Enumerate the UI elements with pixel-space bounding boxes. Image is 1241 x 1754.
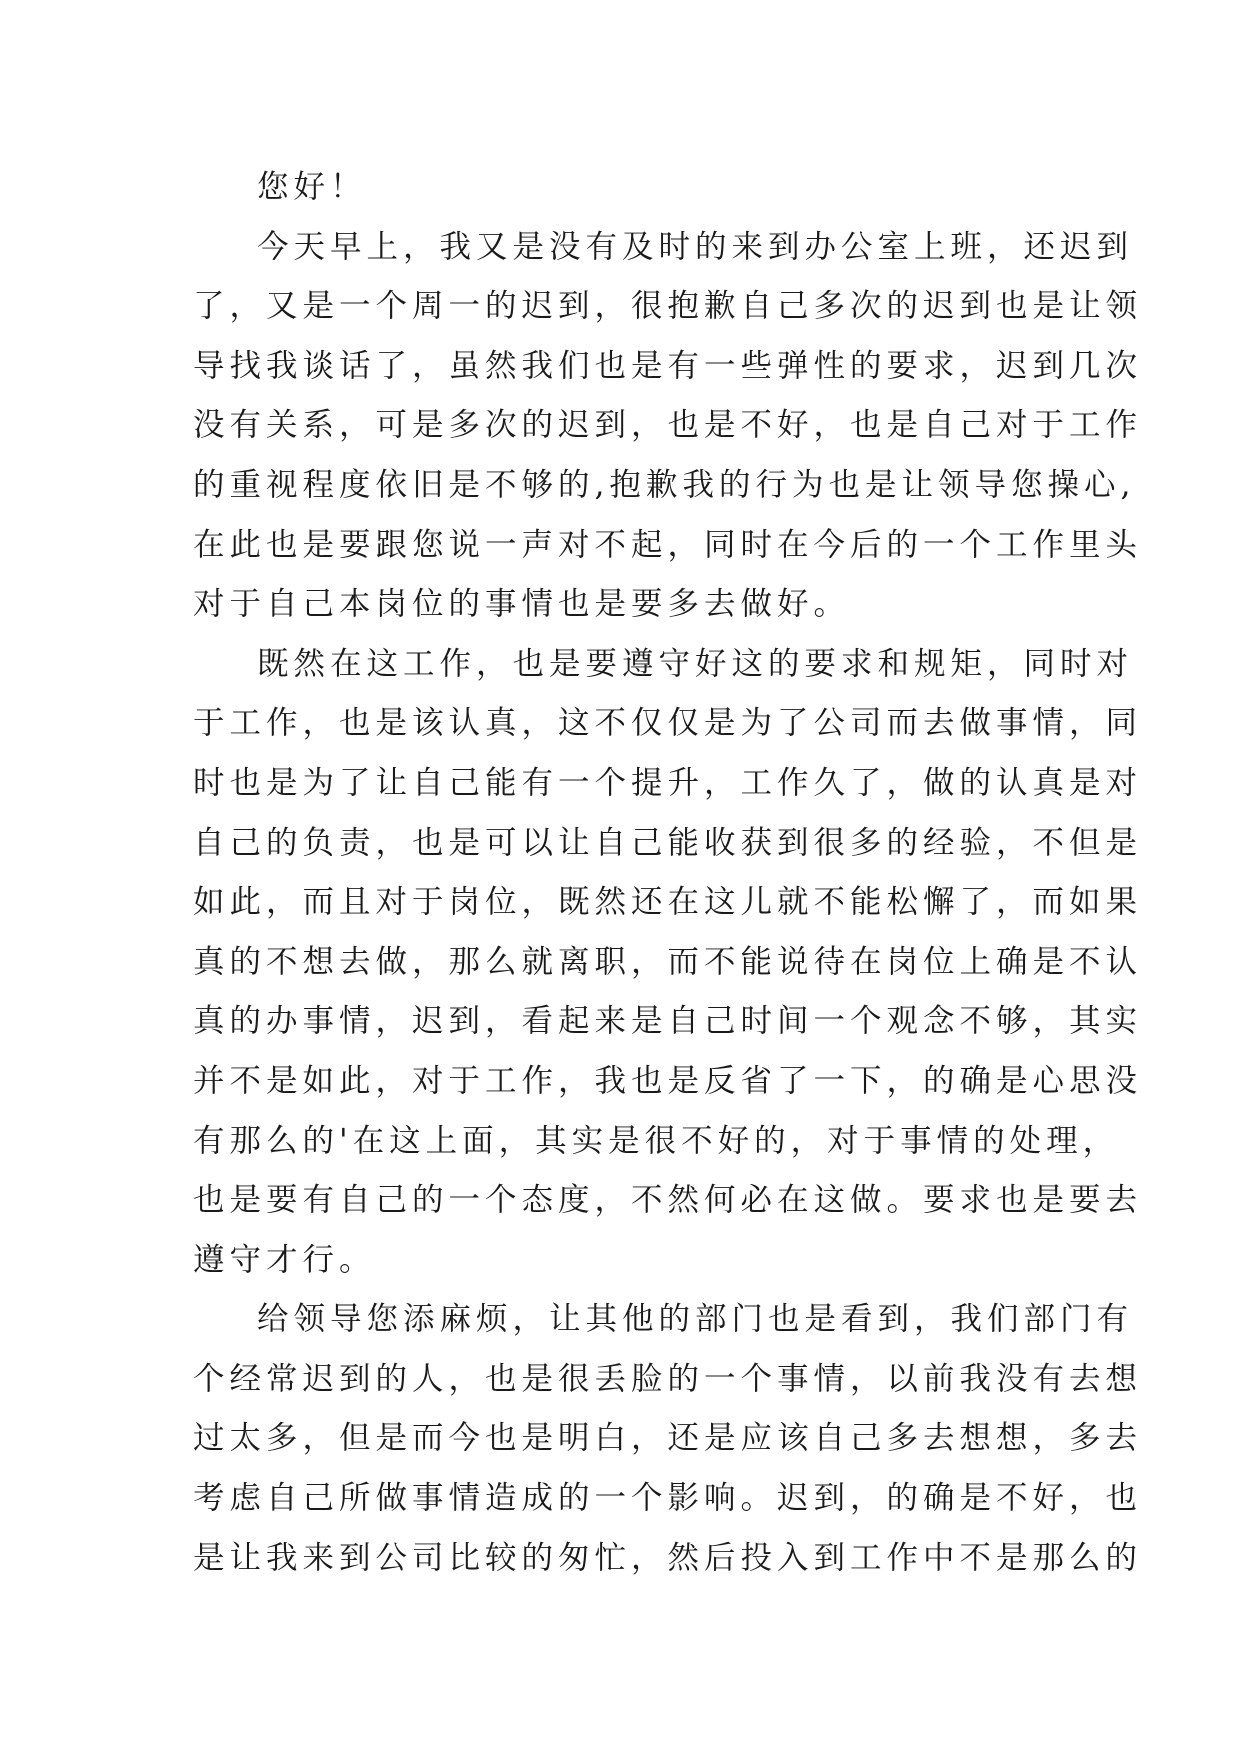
text-line: 遵守才行。 — [193, 1241, 376, 1278]
text-line: 今天早上，我又是没有及时的来到办公室上班，还迟到 — [257, 228, 1134, 265]
text-line: 的重视程度依旧是不够的,抱歉我的行为也是让领导您操心, — [193, 466, 1136, 503]
text-line: 于工作，也是该认真，这不仅仅是为了公司而去做事情，同 — [193, 705, 1143, 742]
text-line: 了，又是一个周一的迟到，很抱歉自己多次的迟到也是让领 — [193, 288, 1143, 325]
text-line: 导找我谈话了，虽然我们也是有一些弹性的要求，迟到几次 — [193, 347, 1143, 384]
text-line: 在此也是要跟您说一声对不起，同时在今后的一个工作里头 — [193, 526, 1143, 563]
text-line: 时也是为了让自己能有一个提升，工作久了，做的认真是对 — [193, 764, 1143, 801]
text-line: 自己的负责，也是可以让自己能收获到很多的经验，不但是 — [193, 824, 1143, 861]
text-line: 是让我来到公司比较的匆忙，然后投入到工作中不是那么的 — [193, 1539, 1143, 1576]
text-line: 没有关系，可是多次的迟到，也是不好，也是自己对于工作 — [193, 407, 1143, 444]
text-line: 如此，而且对于岗位，既然还在这儿就不能松懈了，而如果 — [193, 884, 1143, 921]
text-line: 也是要有自己的一个态度，不然何必在这做。要求也是要去 — [193, 1182, 1143, 1219]
text-line: 既然在这工作，也是要遵守好这的要求和规矩，同时对 — [257, 645, 1134, 682]
text-line: 过太多，但是而今也是明白，还是应该自己多去想想，多去 — [193, 1420, 1143, 1457]
text-line: 真的不想去做，那么就离职，而不能说待在岗位上确是不认 — [193, 943, 1143, 980]
text-line: 给领导您添麻烦，让其他的部门也是看到，我们部门有 — [257, 1301, 1134, 1338]
document-body — [193, 158, 1143, 1588]
text-line: 考虑自己所做事情造成的一个影响。迟到，的确是不好，也 — [193, 1480, 1143, 1517]
text-line: 真的办事情，迟到，看起来是自己时间一个观念不够，其实 — [193, 1003, 1143, 1040]
text-line: 并不是如此，对于工作，我也是反省了一下，的确是心思没 — [193, 1062, 1143, 1099]
text-line: 有那么的'在这上面，其实是很不好的，对于事情的处理， — [193, 1122, 1120, 1159]
text-line: 个经常迟到的人，也是很丢脸的一个事情，以前我没有去想 — [193, 1360, 1143, 1397]
text-line: 对于自己本岗位的事情也是要多去做好。 — [193, 586, 851, 623]
salutation-line: 您好！ — [257, 169, 367, 205]
